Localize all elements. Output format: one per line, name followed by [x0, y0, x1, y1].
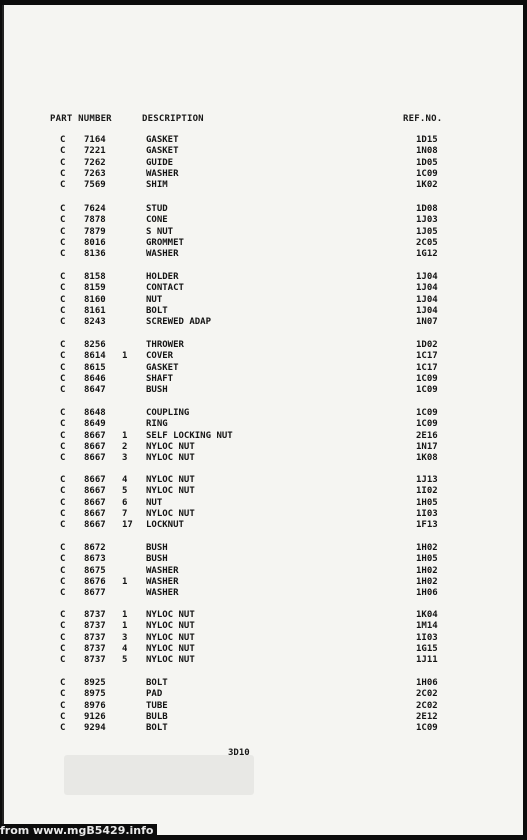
part-prefix: C	[60, 237, 66, 248]
part-prefix: C	[60, 215, 66, 226]
part-ref-no: 1I03	[416, 632, 438, 643]
part-number: 8737	[84, 643, 106, 654]
part-sub-number: 1	[122, 430, 128, 441]
part-ref-no: 1C09	[416, 419, 438, 430]
part-ref-no: 1N17	[416, 441, 438, 452]
part-prefix: C	[60, 520, 66, 531]
part-prefix: C	[60, 588, 66, 599]
part-prefix: C	[60, 655, 66, 666]
part-ref-no: 1N07	[416, 317, 438, 328]
part-ref-no: 1D08	[416, 204, 438, 214]
part-prefix: C	[60, 554, 66, 565]
part-ref-no: 1C17	[416, 362, 438, 373]
part-description: WASHER	[146, 565, 179, 576]
part-ref-no: 1H05	[416, 497, 438, 508]
part-sub-number: 5	[122, 486, 128, 497]
part-prefix: C	[60, 453, 66, 464]
part-description: GASKET	[146, 362, 179, 373]
part-ref-no: 1H02	[416, 565, 438, 576]
part-description: BOLT	[146, 678, 168, 688]
part-ref-no: 1H02	[416, 543, 438, 553]
part-description: WASHER	[146, 576, 179, 587]
part-description: BOLT	[146, 723, 168, 734]
part-sub-number: 1	[122, 351, 128, 362]
part-number: 8161	[84, 305, 106, 316]
part-number: 8925	[84, 678, 106, 688]
part-sub-number: 4	[122, 643, 128, 654]
part-description: NYLOC NUT	[146, 441, 195, 452]
part-description: CONE	[146, 215, 168, 226]
part-description: NUT	[146, 497, 163, 508]
part-number: 7878	[84, 215, 106, 226]
part-prefix: C	[60, 700, 66, 711]
part-number: 7221	[84, 146, 106, 157]
part-number: 8976	[84, 700, 106, 711]
part-number: 8737	[84, 632, 106, 643]
part-number: 8160	[84, 294, 106, 305]
part-description: NYLOC NUT	[146, 475, 195, 485]
part-prefix: C	[60, 157, 66, 168]
page-code: 3D10	[228, 748, 250, 758]
part-prefix: C	[60, 340, 66, 350]
part-sub-number: 7	[122, 508, 128, 519]
part-ref-no: 1I02	[416, 486, 438, 497]
part-description: LOCKNUT	[146, 520, 184, 531]
part-number: 8016	[84, 237, 106, 248]
part-sub-number: 1	[122, 576, 128, 587]
part-description: NYLOC NUT	[146, 486, 195, 497]
part-number: 8667	[84, 497, 106, 508]
part-prefix: C	[60, 497, 66, 508]
part-description: WASHER	[146, 249, 179, 260]
part-number: 8667	[84, 486, 106, 497]
part-ref-no: 1C09	[416, 408, 438, 418]
part-prefix: C	[60, 135, 66, 145]
part-description: BOLT	[146, 305, 168, 316]
part-number: 8667	[84, 508, 106, 519]
part-prefix: C	[60, 610, 66, 620]
part-number: 7164	[84, 135, 106, 145]
part-sub-number: 1	[122, 610, 128, 620]
part-number: 8615	[84, 362, 106, 373]
part-description: WASHER	[146, 588, 179, 599]
part-description: S NUT	[146, 226, 174, 237]
part-description: NYLOC NUT	[146, 643, 195, 654]
part-ref-no: 2C02	[416, 700, 438, 711]
part-description: SELF LOCKING NUT	[146, 430, 233, 441]
part-description: SHIM	[146, 180, 168, 191]
part-number: 8676	[84, 576, 106, 587]
part-description: SCREWED ADAP	[146, 317, 212, 328]
part-prefix: C	[60, 621, 66, 632]
part-description: RING	[146, 419, 168, 430]
part-ref-no: 1H02	[416, 576, 438, 587]
part-prefix: C	[60, 385, 66, 396]
part-ref-no: 2E12	[416, 711, 438, 722]
part-ref-no: 1C09	[416, 723, 438, 734]
part-number: 7569	[84, 180, 106, 191]
part-number: 8646	[84, 373, 106, 384]
part-ref-no: 1K04	[416, 610, 438, 620]
part-prefix: C	[60, 565, 66, 576]
part-ref-no: 1J04	[416, 305, 438, 316]
part-prefix: C	[60, 305, 66, 316]
part-ref-no: 1I03	[416, 508, 438, 519]
part-prefix: C	[60, 486, 66, 497]
part-description: NYLOC NUT	[146, 610, 195, 620]
part-number: 8256	[84, 340, 106, 350]
part-sub-number: 3	[122, 632, 128, 643]
part-ref-no: 1H05	[416, 554, 438, 565]
part-ref-no: 1H06	[416, 678, 438, 688]
part-sub-number: 1	[122, 621, 128, 632]
part-description: TUBE	[146, 700, 168, 711]
part-number: 8667	[84, 453, 106, 464]
part-number: 7262	[84, 157, 106, 168]
part-ref-no: 1H06	[416, 588, 438, 599]
part-number: 8667	[84, 430, 106, 441]
part-sub-number: 6	[122, 497, 128, 508]
part-ref-no: 2C02	[416, 689, 438, 700]
part-number: 8649	[84, 419, 106, 430]
part-description: GASKET	[146, 146, 179, 157]
part-number: 8737	[84, 621, 106, 632]
part-number: 8677	[84, 588, 106, 599]
part-number: 7263	[84, 168, 106, 179]
part-number: 8647	[84, 385, 106, 396]
part-number: 8737	[84, 610, 106, 620]
part-description: BULB	[146, 711, 168, 722]
part-prefix: C	[60, 317, 66, 328]
part-ref-no: 1D15	[416, 135, 438, 145]
part-description: SHAFT	[146, 373, 174, 384]
scan-smudge	[64, 755, 254, 795]
part-description: NYLOC NUT	[146, 621, 195, 632]
part-prefix: C	[60, 283, 66, 294]
part-description: GASKET	[146, 135, 179, 145]
part-description: NYLOC NUT	[146, 655, 195, 666]
part-ref-no: 1K08	[416, 453, 438, 464]
part-prefix: C	[60, 643, 66, 654]
part-number: 8136	[84, 249, 106, 260]
header-part-number: PART NUMBER	[50, 114, 112, 124]
part-prefix: C	[60, 632, 66, 643]
part-ref-no: 1G12	[416, 249, 438, 260]
part-ref-no: 1K02	[416, 180, 438, 191]
part-description: HOLDER	[146, 272, 179, 282]
part-description: WASHER	[146, 168, 179, 179]
part-number: 8737	[84, 655, 106, 666]
part-sub-number: 5	[122, 655, 128, 666]
part-ref-no: 1C17	[416, 351, 438, 362]
part-number: 8672	[84, 543, 106, 553]
part-ref-no: 1D02	[416, 340, 438, 350]
part-prefix: C	[60, 408, 66, 418]
part-number: 8614	[84, 351, 106, 362]
part-number: 8648	[84, 408, 106, 418]
part-prefix: C	[60, 576, 66, 587]
part-sub-number: 4	[122, 475, 128, 485]
part-description: NYLOC NUT	[146, 508, 195, 519]
part-description: CONTACT	[146, 283, 184, 294]
part-ref-no: 1D05	[416, 157, 438, 168]
watermark-text: from www.mgB5429.info	[0, 824, 157, 837]
part-number: 9294	[84, 723, 106, 734]
part-prefix: C	[60, 373, 66, 384]
part-sub-number: 3	[122, 453, 128, 464]
part-ref-no: 2E16	[416, 430, 438, 441]
part-prefix: C	[60, 362, 66, 373]
part-number: 8667	[84, 441, 106, 452]
part-prefix: C	[60, 711, 66, 722]
part-prefix: C	[60, 249, 66, 260]
part-prefix: C	[60, 689, 66, 700]
part-prefix: C	[60, 146, 66, 157]
part-sub-number: 2	[122, 441, 128, 452]
part-prefix: C	[60, 180, 66, 191]
part-ref-no: 1N08	[416, 146, 438, 157]
part-description: NYLOC NUT	[146, 632, 195, 643]
part-number: 7879	[84, 226, 106, 237]
part-ref-no: 2C05	[416, 237, 438, 248]
part-ref-no: 1J04	[416, 272, 438, 282]
part-prefix: C	[60, 419, 66, 430]
part-prefix: C	[60, 475, 66, 485]
part-description: PAD	[146, 689, 163, 700]
part-number: 8158	[84, 272, 106, 282]
part-ref-no: 1F13	[416, 520, 438, 531]
part-ref-no: 1M14	[416, 621, 438, 632]
part-ref-no: 1J04	[416, 283, 438, 294]
part-ref-no: 1J03	[416, 215, 438, 226]
part-number: 7624	[84, 204, 106, 214]
part-ref-no: 1J11	[416, 655, 438, 666]
part-number: 8673	[84, 554, 106, 565]
part-description: COUPLING	[146, 408, 190, 418]
part-prefix: C	[60, 678, 66, 688]
part-sub-number: 17	[122, 520, 133, 531]
part-number: 8667	[84, 520, 106, 531]
part-description: GUIDE	[146, 157, 174, 168]
part-description: NYLOC NUT	[146, 453, 195, 464]
part-ref-no: 1C09	[416, 168, 438, 179]
part-prefix: C	[60, 441, 66, 452]
part-number: 8667	[84, 475, 106, 485]
header-description: DESCRIPTION	[142, 114, 204, 124]
part-prefix: C	[60, 294, 66, 305]
part-ref-no: 1J04	[416, 294, 438, 305]
part-number: 8675	[84, 565, 106, 576]
part-prefix: C	[60, 272, 66, 282]
part-description: BUSH	[146, 543, 168, 553]
part-ref-no: 1C09	[416, 373, 438, 384]
part-number: 9126	[84, 711, 106, 722]
part-ref-no: 1C09	[416, 385, 438, 396]
part-description: GROMMET	[146, 237, 184, 248]
part-description: THROWER	[146, 340, 184, 350]
part-description: COVER	[146, 351, 174, 362]
part-prefix: C	[60, 508, 66, 519]
part-description: STUD	[146, 204, 168, 214]
part-ref-no: 1J05	[416, 226, 438, 237]
part-prefix: C	[60, 226, 66, 237]
part-prefix: C	[60, 543, 66, 553]
part-number: 8975	[84, 689, 106, 700]
part-ref-no: 1G15	[416, 643, 438, 654]
part-description: NUT	[146, 294, 163, 305]
part-number: 8243	[84, 317, 106, 328]
part-prefix: C	[60, 168, 66, 179]
part-description: BUSH	[146, 554, 168, 565]
header-ref-no: REF.NO.	[403, 114, 443, 124]
part-ref-no: 1J13	[416, 475, 438, 485]
part-prefix: C	[60, 723, 66, 734]
document-page	[2, 5, 523, 835]
part-prefix: C	[60, 351, 66, 362]
part-prefix: C	[60, 430, 66, 441]
part-description: BUSH	[146, 385, 168, 396]
part-prefix: C	[60, 204, 66, 214]
part-number: 8159	[84, 283, 106, 294]
